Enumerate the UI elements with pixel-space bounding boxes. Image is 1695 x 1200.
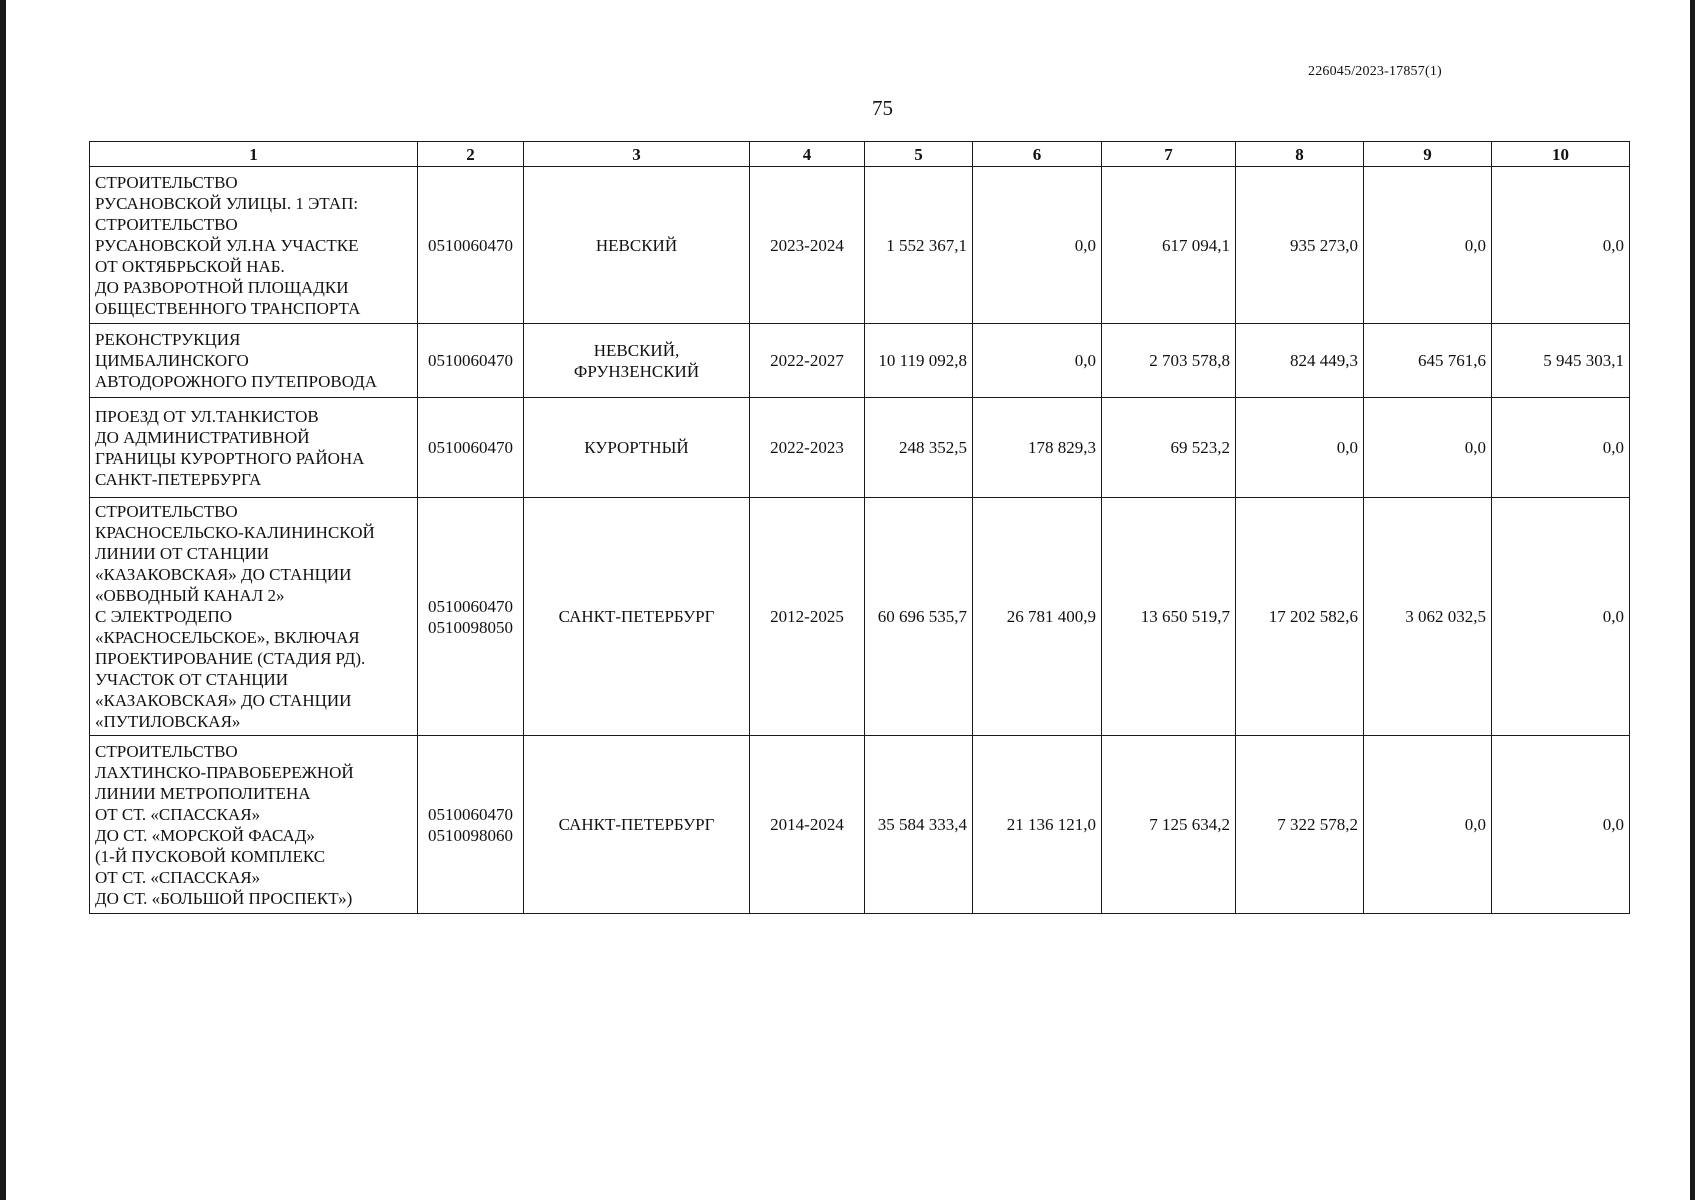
amount-col8-cell: 0,0	[1236, 398, 1364, 498]
amount-col6-cell: 21 136 121,0	[973, 736, 1102, 914]
period-cell: 2022-2027	[750, 324, 865, 398]
scan-edge-left	[0, 0, 6, 1200]
district-cell: НЕВСКИЙ, ФРУНЗЕНСКИЙ	[524, 324, 750, 398]
header-cell-3: 3	[524, 142, 750, 167]
district-cell: САНКТ-ПЕТЕРБУРГ	[524, 498, 750, 736]
amount-col9-cell: 645 761,6	[1364, 324, 1492, 398]
amount-col6-cell: 0,0	[973, 324, 1102, 398]
amount-col5-cell: 1 552 367,1	[865, 167, 973, 324]
period-cell: 2014-2024	[750, 736, 865, 914]
header-cell-4: 4	[750, 142, 865, 167]
header-cell-7: 7	[1102, 142, 1236, 167]
amount-col10-cell: 0,0	[1492, 398, 1630, 498]
header-cell-5: 5	[865, 142, 973, 167]
amount-col7-cell: 69 523,2	[1102, 398, 1236, 498]
amount-col9-cell: 0,0	[1364, 167, 1492, 324]
amount-col10-cell: 5 945 303,1	[1492, 324, 1630, 398]
header-cell-10: 10	[1492, 142, 1630, 167]
period-cell: 2012-2025	[750, 498, 865, 736]
amount-col6-cell: 0,0	[973, 167, 1102, 324]
district-cell: КУРОРТНЫЙ	[524, 398, 750, 498]
header-row	[90, 142, 1630, 167]
table-row	[90, 398, 1630, 498]
scan-edge-right	[1690, 0, 1695, 1200]
amount-col7-cell: 13 650 519,7	[1102, 498, 1236, 736]
amount-col5-cell: 248 352,5	[865, 398, 973, 498]
budget-code-cell: 0510060470 0510098050	[418, 498, 524, 736]
amount-col8-cell: 824 449,3	[1236, 324, 1364, 398]
budget-code-cell: 0510060470	[418, 398, 524, 498]
table-row	[90, 736, 1630, 914]
object-name-cell: СТРОИТЕЛЬСТВО РУСАНОВСКОЙ УЛИЦЫ. 1 ЭТАП: СТРОИТЕЛЬСТВО РУСАНОВСКОЙ УЛ.НА УЧАСТКЕ ОТ ОКТЯБРЬСКОЙ НАБ. ДО РАЗВОРОТНОЙ ПЛОЩАДКИ ОБЩЕСТВЕННОГО ТРАНСПОРТА	[90, 167, 418, 324]
header-cell-8: 8	[1236, 142, 1364, 167]
budget-code-cell: 0510060470	[418, 167, 524, 324]
header-cell-1: 1	[90, 142, 418, 167]
amount-col10-cell: 0,0	[1492, 498, 1630, 736]
budget-code-cell: 0510060470 0510098060	[418, 736, 524, 914]
object-name-cell: РЕКОНСТРУКЦИЯ ЦИМБАЛИНСКОГО АВТОДОРОЖНОГО ПУТЕПРОВОДА	[90, 324, 418, 398]
amount-col9-cell: 3 062 032,5	[1364, 498, 1492, 736]
object-name-cell: ПРОЕЗД ОТ УЛ.ТАНКИСТОВ ДО АДМИНИСТРАТИВНОЙ ГРАНИЦЫ КУРОРТНОГО РАЙОНА САНКТ-ПЕТЕРБУРГА	[90, 398, 418, 498]
amount-col8-cell: 935 273,0	[1236, 167, 1364, 324]
period-cell: 2022-2023	[750, 398, 865, 498]
amount-col6-cell: 26 781 400,9	[973, 498, 1102, 736]
amount-col9-cell: 0,0	[1364, 736, 1492, 914]
amount-col7-cell: 2 703 578,8	[1102, 324, 1236, 398]
budget-code-cell: 0510060470	[418, 324, 524, 398]
table-row	[90, 324, 1630, 398]
amount-col10-cell: 0,0	[1492, 167, 1630, 324]
header-cell-6: 6	[973, 142, 1102, 167]
object-name-cell: СТРОИТЕЛЬСТВО ЛАХТИНСКО-ПРАВОБЕРЕЖНОЙ ЛИНИИ МЕТРОПОЛИТЕНА ОТ СТ. «СПАССКАЯ» ДО СТ. «МОРСКОЙ ФАСАД» (1-Й ПУСКОВОЙ КОМПЛЕКС ОТ СТ. «СПАССКАЯ» ДО СТ. «БОЛЬШОЙ ПРОСПЕКТ»)	[90, 736, 418, 914]
amount-col10-cell: 0,0	[1492, 736, 1630, 914]
document-registration-number: 226045/2023-17857(1)	[1308, 64, 1442, 79]
header-cell-2: 2	[418, 142, 524, 167]
amount-col7-cell: 7 125 634,2	[1102, 736, 1236, 914]
budget-table	[89, 141, 1630, 914]
amount-col5-cell: 60 696 535,7	[865, 498, 973, 736]
header-cell-9: 9	[1364, 142, 1492, 167]
amount-col9-cell: 0,0	[1364, 398, 1492, 498]
amount-col5-cell: 10 119 092,8	[865, 324, 973, 398]
amount-col5-cell: 35 584 333,4	[865, 736, 973, 914]
amount-col8-cell: 17 202 582,6	[1236, 498, 1364, 736]
amount-col7-cell: 617 094,1	[1102, 167, 1236, 324]
table-row	[90, 498, 1630, 736]
table-row	[90, 167, 1630, 324]
amount-col8-cell: 7 322 578,2	[1236, 736, 1364, 914]
page-number: 75	[872, 96, 893, 120]
district-cell: САНКТ-ПЕТЕРБУРГ	[524, 736, 750, 914]
district-cell: НЕВСКИЙ	[524, 167, 750, 324]
object-name-cell: СТРОИТЕЛЬСТВО КРАСНОСЕЛЬСКО-КАЛИНИНСКОЙ ЛИНИИ ОТ СТАНЦИИ «КАЗАКОВСКАЯ» ДО СТАНЦИИ «ОБВОДНЫЙ КАНАЛ 2» С ЭЛЕКТРОДЕПО «КРАСНОСЕЛЬСКОЕ», ВКЛЮЧАЯ ПРОЕКТИРОВАНИЕ (СТАДИЯ РД). УЧАСТОК ОТ СТАНЦИИ «КАЗАКОВСКАЯ» ДО СТАНЦИИ «ПУТИЛОВСКАЯ»	[90, 498, 418, 736]
period-cell: 2023-2024	[750, 167, 865, 324]
amount-col6-cell: 178 829,3	[973, 398, 1102, 498]
